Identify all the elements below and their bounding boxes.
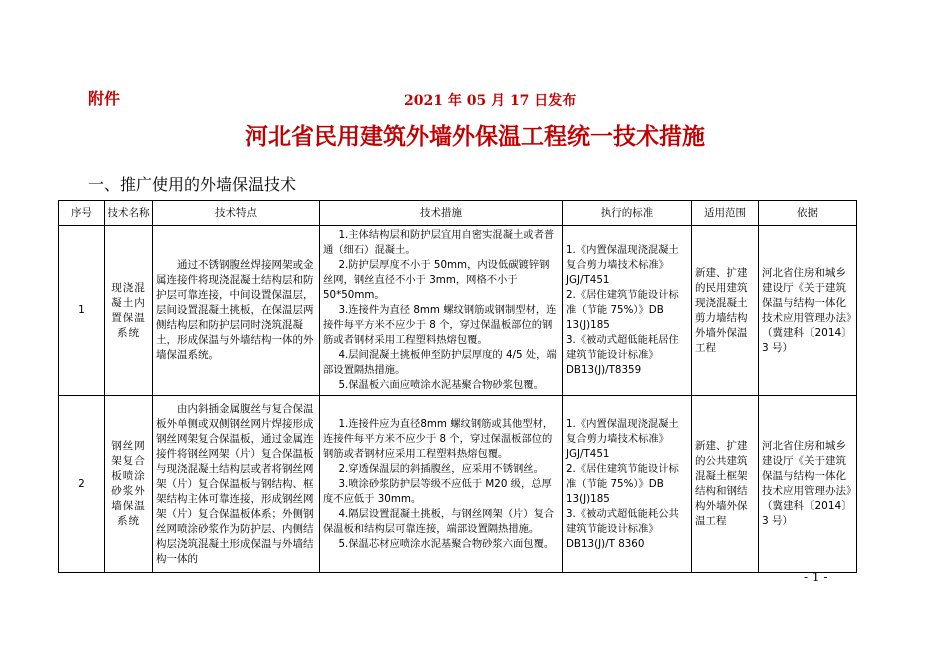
annex-label: 附件 — [88, 89, 121, 108]
measure-item: 3.连接件为直径 8mm 螺纹钢筋或钢制型材，连接件每平方米不应少于 8 个，穿过保温板部位的钢筋或者钢材采用工程塑料热熔包覆。 — [323, 304, 557, 346]
header-basis: 依据 — [759, 201, 857, 226]
standards — [563, 396, 692, 573]
header-standards: 执行的标准 — [563, 201, 692, 226]
measure-item: 4.隔层设置混凝土挑板，与钢丝网架（片）复合保温板和结构层可靠连接，端部设置隔热措施。 — [323, 507, 555, 535]
header-no: 序号 — [59, 201, 105, 226]
basis — [759, 226, 857, 396]
standard-item: 1.《内置保温现浇混凝土复合剪力墙技术标准》JGJ/T451 — [566, 417, 679, 460]
standard-item: 1.《内置保温现浇混凝土复合剪力墙技术标准》JGJ/T451 — [566, 244, 679, 286]
row-number: 1 — [59, 226, 105, 396]
measure-item: 2.穿透保温层的斜插腹丝，应采用不锈钢丝。 — [338, 462, 544, 475]
technology-measures — [320, 396, 563, 573]
document-title: 河北省民用建筑外墙外保温工程统一技术措施 — [245, 124, 705, 150]
publish-date: 2021 年 05 月 17 日发布 — [404, 93, 577, 109]
table-row — [59, 226, 857, 396]
measure-item: 3.喷涂砂浆防护层等级不应低于 M20 级，总厚度不应低于 30mm。 — [323, 477, 552, 505]
measure-item: 1.连接件应为直径8mm 螺纹钢筋或其他型材，连接件每平方米不应少于 8 个，穿过保温板部位的钢筋或者钢材应采用工程塑料热熔包覆。 — [323, 417, 554, 460]
table-row — [59, 396, 857, 573]
measure-item: 1.主体结构层和防护层宜用自密实混凝土或者普通（细石）混凝土。 — [323, 229, 555, 256]
technology-name: 现浇混凝土内置保温系统 — [105, 226, 153, 396]
standard-item: 3.《被动式超低能耗居住建筑节能设计标准》DB13(J)/T8359 — [566, 334, 679, 376]
basis-text: 河北省住房和城乡建设厅《关于建筑保温与结构一体化技术应用管理办法》（冀建科〔2014〕3 号） — [762, 266, 852, 354]
measure-item: 4.层间混凝土挑板伸至防护层厚度的 4/5 处，端部设置隔热措施。 — [323, 349, 557, 376]
measure-item: 2.防护层厚度不小于 50mm，内设低碳镀锌钢丝网，钢丝直径不小于 3mm，网格不小于 50*50mm。 — [323, 259, 550, 301]
technology-feature: 由内斜插金属腹丝与复合保温板外单侧或双侧钢丝网片焊接形成钢丝网架复合保温板，通过金属连接件将钢丝网架（片）复合保温板与现浇混凝土结构层或者将钢丝网架（片）复合保温板与钢结构、框架结构主体可靠连接，形成钢丝网架（片）复合保温板体系；外侧钢丝网喷涂砂浆作为防护层、内侧结构层浇筑混凝土形成保温与外墙结构一体的 — [153, 396, 320, 573]
header-scope: 适用范围 — [692, 201, 759, 226]
application-scope: 新建、扩建的民用建筑现浇混凝土剪力墙结构外墙外保温工程 — [692, 226, 759, 396]
header-feature: 技术特点 — [153, 201, 320, 226]
measure-item: 5.保温板六面应喷涂水泥基聚合物砂浆包覆。 — [338, 379, 544, 391]
basis — [759, 396, 857, 573]
basis-text: 河北省住房和城乡建设厅《关于建筑保温与结构一体化技术应用管理办法》（冀建科〔2014〕3 号） — [762, 440, 852, 527]
technology-measures — [320, 226, 563, 396]
table-header-row — [59, 201, 857, 226]
technology-feature: 通过不锈钢腹丝焊接网架或金属连接件将现浇混凝土结构层和防护层可靠连接，中间设置保温层，层间设置混凝土挑板，在保温层两侧结构层和防护层同时浇筑混凝土，形成保温与外墙结构一体的外墙保温系统。 — [153, 226, 320, 396]
header-name: 技术名称 — [105, 201, 153, 226]
standards — [563, 226, 692, 396]
application-scope: 新建、扩建的公共建筑混凝土框架结构和钢结构外墙外保温工程 — [692, 396, 759, 573]
header-measures: 技术措施 — [320, 201, 563, 226]
measure-item: 5.保温芯材应喷涂水泥基聚合物砂浆六面包覆。 — [338, 537, 555, 550]
standard-item: 2.《居住建筑节能设计标准（节能 75%）》DB 13(J)185 — [566, 289, 679, 331]
row-number: 2 — [59, 396, 105, 573]
page-number: - 1 - — [804, 570, 828, 584]
standard-item: 2.《居住建筑节能设计标准（节能 75%）》DB 13(J)185 — [566, 462, 679, 505]
standard-item: 3.《被动式超低能耗公共建筑节能设计标准》DB13(J)/T 8360 — [566, 507, 679, 550]
section-heading: 一、推广使用的外墙保温技术 — [88, 175, 297, 194]
technology-name: 钢丝网架复合板喷涂砂浆外墙保温系统 — [105, 396, 153, 573]
technology-table — [58, 200, 857, 573]
